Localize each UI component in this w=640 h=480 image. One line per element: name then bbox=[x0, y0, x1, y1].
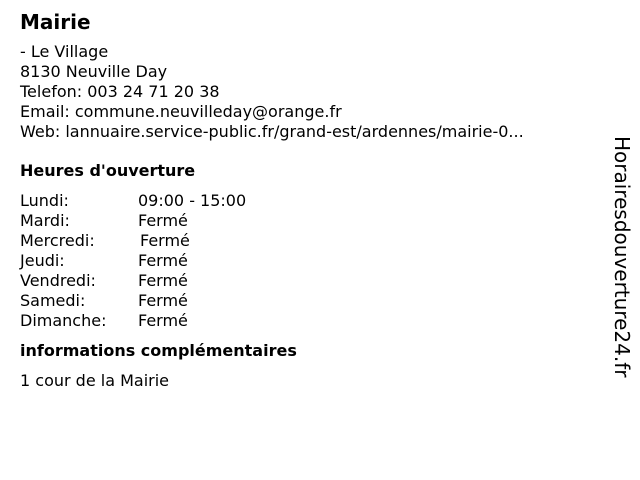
time-value: Fermé bbox=[138, 271, 188, 290]
hours-row-tuesday bbox=[20, 211, 600, 231]
day-label: Mercredi: bbox=[20, 231, 95, 250]
opening-hours-list bbox=[20, 191, 600, 331]
time-value: Fermé bbox=[138, 291, 188, 310]
site-watermark: Horairesdouverture24.fr bbox=[610, 136, 634, 378]
hours-row-friday bbox=[20, 271, 600, 291]
phone-number: Telefon: 003 24 71 20 38 bbox=[20, 82, 220, 101]
page-title: Mairie bbox=[20, 10, 91, 34]
day-label: Dimanche: bbox=[20, 311, 107, 330]
time-value: 09:00 - 15:00 bbox=[138, 191, 247, 210]
opening-hours-heading: Heures d'ouverture bbox=[20, 161, 196, 180]
hours-row-saturday bbox=[20, 291, 600, 311]
additional-info-text: 1 cour de la Mairie bbox=[20, 371, 169, 390]
hours-row-monday bbox=[20, 191, 600, 211]
day-label: Mardi: bbox=[20, 211, 70, 230]
time-value: Fermé bbox=[138, 251, 188, 270]
day-label: Jeudi: bbox=[20, 251, 65, 270]
address-street: - Le Village bbox=[20, 42, 109, 61]
day-label: Samedi: bbox=[20, 291, 86, 310]
time-value: Fermé bbox=[138, 211, 188, 230]
day-label: Vendredi: bbox=[20, 271, 96, 290]
email-address: Email: commune.neuvilleday@orange.fr bbox=[20, 102, 342, 121]
hours-row-sunday bbox=[20, 311, 600, 331]
additional-info-heading: informations complémentaires bbox=[20, 341, 297, 360]
hours-row-wednesday bbox=[20, 231, 600, 251]
time-value: Fermé bbox=[140, 231, 190, 250]
address-city: 8130 Neuville Day bbox=[20, 62, 168, 81]
time-value: Fermé bbox=[138, 311, 188, 330]
website-link: Web: lannuaire.service-public.fr/grand-est/ardennes/mairie-0... bbox=[20, 122, 524, 141]
day-label: Lundi: bbox=[20, 191, 69, 210]
hours-row-thursday bbox=[20, 251, 600, 271]
business-card bbox=[20, 10, 600, 391]
